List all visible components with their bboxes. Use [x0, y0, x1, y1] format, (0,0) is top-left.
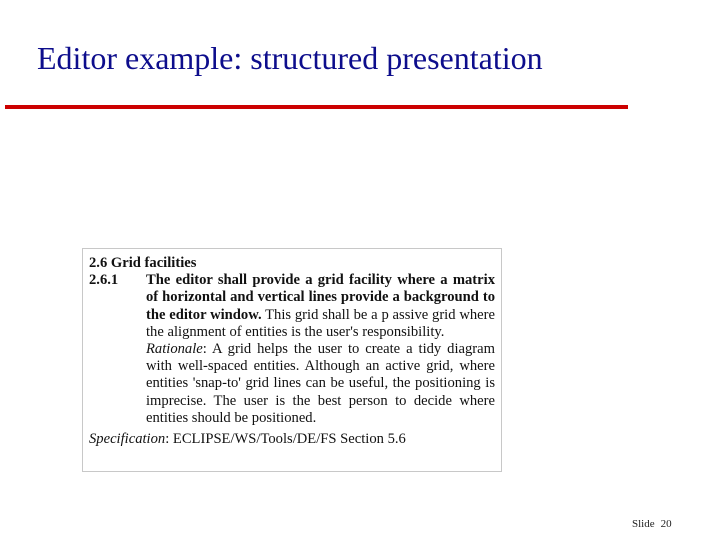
specification-label: Specification	[89, 431, 166, 448]
document-text	[89, 255, 495, 448]
clause-2-6-1	[89, 272, 495, 427]
section-heading: 2.6 Grid facilities	[89, 255, 197, 271]
slide-number-value: 20	[660, 518, 672, 530]
slide-title: Editor example: structured presentation	[37, 40, 543, 76]
specification-line	[89, 431, 495, 448]
requirement-statement: The editor shall provide a grid facility where a matrix of horizontal and vertical lines provide a background to the editor window.	[146, 272, 495, 323]
requirement-detail: This grid shall be a p assive grid where the alignment of entities is the user's responsibility.	[146, 306, 495, 340]
rationale-label: Rationale	[146, 341, 203, 358]
specification-text: : ECLIPSE/WS/Tools/DE/FS Section 5.6	[165, 431, 406, 448]
slide-number	[632, 518, 672, 530]
rationale-text: : A grid helps the user to create a tidy diagram with well-spaced entities. Although an active grid, where entities 'snap-to' grid lines can be useful, the positioning is imprecise. The user is the best person to decide where entities should be positioned.	[146, 341, 495, 426]
clause-body	[146, 272, 495, 427]
rationale-paragraph	[146, 341, 495, 427]
title-divider	[5, 105, 628, 109]
clause-number: 2.6.1	[89, 272, 119, 289]
requirement-paragraph	[146, 272, 495, 341]
slide-number-label: Slide	[632, 518, 655, 530]
requirements-document-excerpt	[82, 248, 502, 472]
